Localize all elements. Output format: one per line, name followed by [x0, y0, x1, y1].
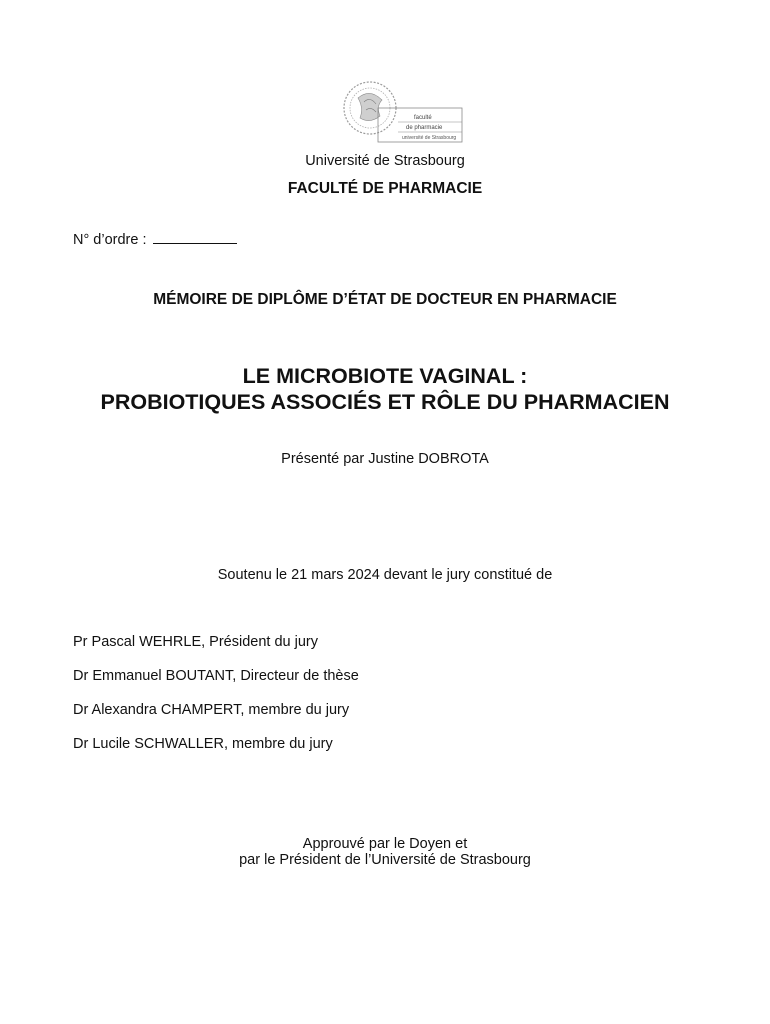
logo-text-pharmacie: de pharmacie — [406, 125, 443, 131]
university-name: Université de Strasbourg — [305, 153, 465, 169]
jury-member: Dr Emmanuel BOUTANT, Directeur de thèse — [73, 668, 359, 684]
approval-line2: par le Président de l’Université de Strasbourg — [239, 852, 531, 868]
presented-by: Présenté par Justine DOBROTA — [281, 451, 489, 467]
logo-text-faculte: faculté — [414, 115, 432, 121]
faculty-name: FACULTÉ DE PHARMACIE — [287, 180, 483, 197]
jury-member: Dr Lucile SCHWALLER, membre du jury — [73, 736, 333, 752]
jury-member: Dr Alexandra CHAMPERT, membre du jury — [73, 702, 350, 718]
order-number-blank — [153, 231, 237, 244]
thesis-title-line1: LE MICROBIOTE VAGINAL : — [242, 364, 528, 388]
university-logo — [336, 78, 466, 146]
defense-statement: Soutenu le 21 mars 2024 devant le jury constitué de — [217, 567, 553, 583]
faculty-seal-icon — [336, 78, 466, 146]
approval-line1: Approuvé par le Doyen et — [302, 836, 468, 852]
logo-text-universite: université de Strasbourg — [402, 135, 457, 141]
order-number-label: N° d’ordre : — [73, 232, 147, 248]
order-number-line — [73, 231, 237, 248]
jury-member: Pr Pascal WEHRLE, Président du jury — [73, 634, 318, 650]
thesis-type: MÉMOIRE DE DIPLÔME D’ÉTAT DE DOCTEUR EN PHARMACIE — [153, 291, 617, 308]
thesis-title-line2: PROBIOTIQUES ASSOCIÉS ET RÔLE DU PHARMACIEN — [100, 390, 670, 414]
